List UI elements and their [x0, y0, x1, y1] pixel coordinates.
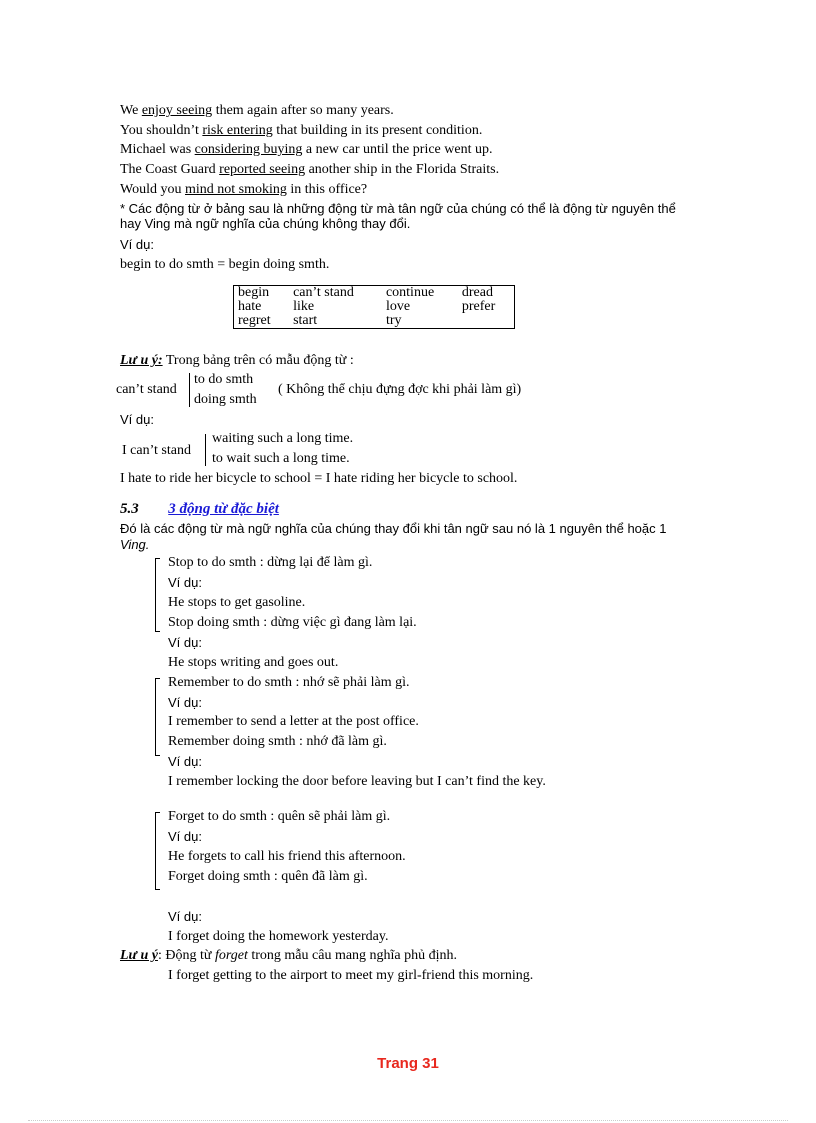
cant-stand-label: can’t stand: [116, 382, 177, 397]
table-cell: [458, 314, 515, 329]
section-desc-line-1: Đó là các động từ mà ngữ nghĩa của chúng thay đổi khi tân ngữ sau nó là 1 nguyên thể hoặc 1: [120, 521, 667, 536]
cant-stand-opt2: doing smth: [194, 392, 257, 407]
stop-bracket: [155, 558, 160, 632]
page-number: Trang 31: [377, 1055, 439, 1072]
table-cell: start: [293, 313, 318, 328]
table-cell: hate: [238, 299, 262, 314]
table-cell: try: [385, 313, 402, 328]
example-bracket: [205, 434, 206, 466]
i-cant-stand-opt1: waiting such a long time.: [212, 431, 354, 446]
remember-bracket: [155, 678, 160, 756]
note-line-1: * Các động từ ở bảng sau là những động từ mà tân ngữ của chúng có thể là động từ nguyên thể: [120, 201, 676, 216]
example-line-2: You shouldn’t risk entering that building in its present condition.: [120, 123, 483, 138]
stop-line-5: Ví dụ:: [168, 635, 202, 650]
table-row: [234, 314, 515, 329]
table-cell: begin: [238, 285, 270, 300]
table-row: [234, 286, 515, 301]
begin-example: begin to do smth = begin doing smth.: [120, 257, 330, 272]
cant-stand-opt1: to do smth: [194, 372, 254, 387]
remember-line-2: Ví dụ:: [168, 695, 202, 710]
page-divider: [28, 1120, 788, 1121]
section-desc-line-2: Ving.: [120, 537, 150, 552]
section-number: 5.3: [120, 501, 139, 517]
luu-y-forget-note: Lư u ý: Động từ forget trong mẫu câu mang nghĩa phủ định.: [120, 948, 458, 963]
i-cant-stand-label: I can’t stand: [122, 443, 191, 458]
vidu-label: Ví dụ:: [120, 412, 154, 427]
hate-example: I hate to ride her bicycle to school = I hate riding her bicycle to school.: [120, 471, 518, 486]
stop-line-2: Ví dụ:: [168, 575, 202, 590]
stop-line-1: Stop to do smth : dừng lại để làm gì.: [168, 555, 373, 570]
remember-line-4: Remember doing smth : nhớ đã làm gì.: [168, 734, 387, 749]
table-cell: love: [385, 299, 411, 314]
example-line-1: We enjoy seeing them again after so many years.: [120, 103, 394, 118]
example-line-5: Would you mind not smoking in this office?: [120, 182, 368, 197]
remember-line-3: I remember to send a letter at the post office.: [168, 714, 419, 729]
verb-table: [233, 285, 515, 329]
example-line-3: Michael was considering buying a new car until the price went up.: [120, 142, 493, 157]
note-line-2: hay Ving mà ngữ nghĩa của chúng không thay đổi.: [120, 216, 411, 231]
forget-neg-example: I forget getting to the airport to meet my girl-friend this morning.: [168, 968, 534, 983]
forget-line-1: Forget to do smth : quên sẽ phải làm gì.: [168, 809, 391, 824]
cant-stand-meaning: ( Không thể chịu đựng đợc khi phải làm gì): [278, 382, 522, 397]
vidu-label: Ví dụ:: [120, 237, 154, 252]
i-cant-stand-opt2: to wait such a long time.: [212, 451, 350, 466]
table-cell: prefer: [461, 299, 496, 314]
table-cell: like: [293, 299, 315, 314]
table-cell: regret: [238, 313, 271, 328]
forget-vidu: Ví dụ:: [168, 909, 202, 924]
example-line-4: The Coast Guard reported seeing another ship in the Florida Straits.: [120, 162, 500, 177]
table-row: [234, 300, 515, 314]
stop-line-3: He stops to get gasoline.: [168, 595, 306, 610]
forget-line-4: Forget doing smth : quên đã làm gì.: [168, 869, 368, 884]
stop-line-6: He stops writing and goes out.: [168, 655, 339, 670]
remember-line-1: Remember to do smth : nhớ sẽ phải làm gì.: [168, 675, 410, 690]
stop-line-4: Stop doing smth : dừng việc gì đang làm lại.: [168, 615, 417, 630]
pattern-bracket: [189, 373, 190, 407]
table-cell: continue: [385, 285, 435, 300]
table-cell: can’t stand: [293, 285, 354, 300]
remember-line-6: I remember locking the door before leaving but I can’t find the key.: [168, 774, 546, 789]
remember-line-5: Ví dụ:: [168, 754, 202, 769]
forget-example: I forget doing the homework yesterday.: [168, 929, 389, 944]
section-title-link[interactable]: 3 động từ đặc biệt: [168, 501, 279, 517]
forget-bracket: [155, 812, 160, 890]
section-heading: [120, 500, 279, 519]
luu-y-note: Lư u ý: Trong bảng trên có mẫu động từ :: [120, 353, 354, 368]
forget-line-2: Ví dụ:: [168, 829, 202, 844]
table-cell: dread: [461, 285, 493, 300]
forget-line-3: He forgets to call his friend this afternoon.: [168, 849, 406, 864]
